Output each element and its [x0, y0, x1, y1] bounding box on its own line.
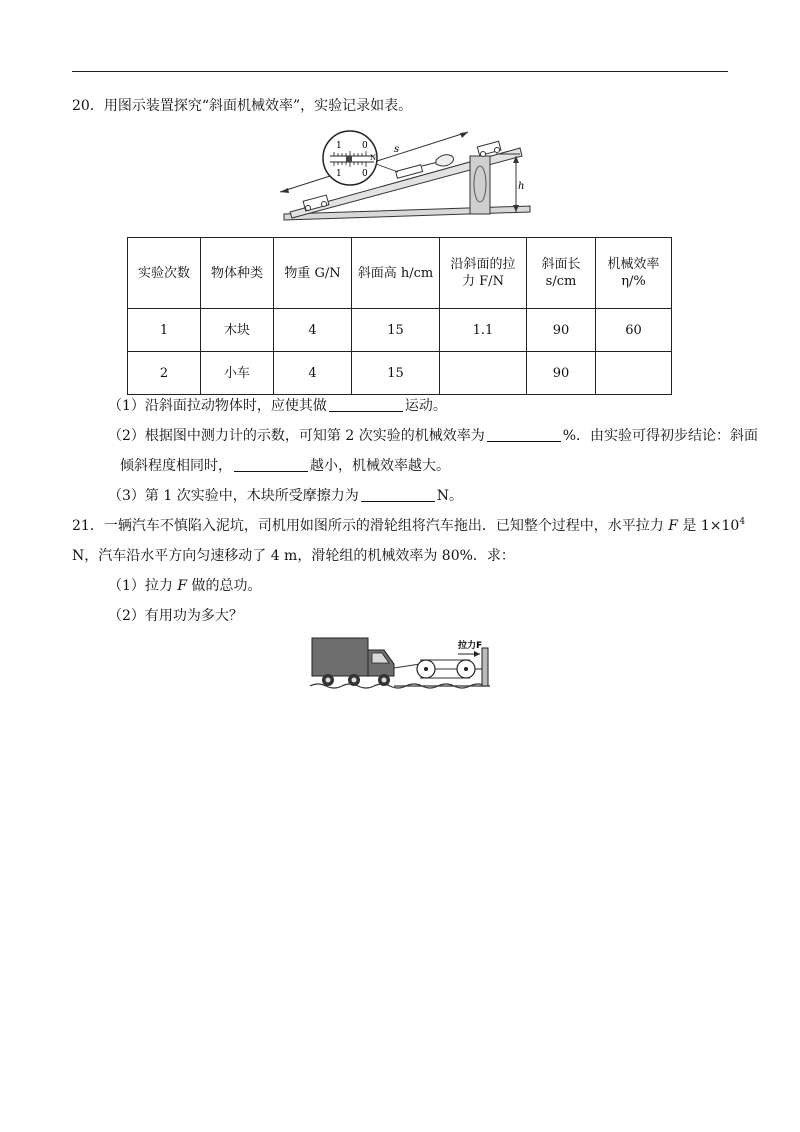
table-cell: 小车	[201, 352, 274, 395]
answer-blank-1[interactable]	[329, 397, 403, 412]
gauge-top-right: 0	[362, 141, 368, 151]
label-s: s	[394, 144, 400, 155]
table-cell: 1	[128, 309, 201, 352]
header-object: 物体种类	[201, 238, 274, 309]
gauge-unit: N	[370, 154, 377, 162]
q21-part1: （1）拉力 F 做的总功。	[108, 578, 262, 594]
header-length: 斜面长 s/cm	[527, 238, 596, 309]
table-row	[128, 352, 672, 395]
answer-blank-3[interactable]	[234, 457, 308, 472]
table-cell: 1.1	[440, 309, 527, 352]
gauge-top-left: 1	[336, 141, 342, 151]
header-rule	[72, 71, 728, 72]
table-cell: 90	[527, 309, 596, 352]
gauge-bottom-right: 0	[362, 169, 368, 179]
q21-part2: （2）有用功为多大？	[108, 608, 243, 624]
header-trial: 实验次数	[128, 238, 201, 309]
table-header-row	[128, 238, 672, 309]
table-cell	[596, 352, 672, 395]
gauge-bottom-left: 1	[336, 169, 342, 179]
q20-part2: （2）根据图中测力计的示数，可知第 2 次实验的机械效率为 %．由实验可得初步结论：斜面	[108, 428, 759, 444]
label-h: h	[518, 181, 525, 192]
incline-figure	[278, 126, 538, 226]
q20-part2-cont: 倾斜程度相同时， 越小，机械效率越大。	[120, 458, 450, 474]
answer-blank-2[interactable]	[487, 427, 561, 442]
truck-pulley-figure	[308, 634, 494, 692]
q21-line2: N，汽车沿水平方向匀速移动了 4 m，滑轮组的机械效率为 80%．求：	[72, 548, 515, 564]
table-cell: 15	[352, 309, 440, 352]
q20-intro: 20．用图示装置探究“斜面机械效率”，实验记录如表。	[72, 98, 413, 114]
table-cell: 90	[527, 352, 596, 395]
table-cell: 2	[128, 352, 201, 395]
table-row	[128, 309, 672, 352]
q20-part1: （1）沿斜面拉动物体时，应使其做 运动。	[108, 398, 447, 414]
table-cell: 木块	[201, 309, 274, 352]
table-cell: 4	[274, 309, 352, 352]
table-cell: 60	[596, 309, 672, 352]
header-force: 沿斜面的拉 力 F/N	[440, 238, 527, 309]
q20-part3: （3）第 1 次实验中，木块所受摩擦力为 N。	[108, 488, 463, 504]
header-height: 斜面高 h/cm	[352, 238, 440, 309]
q21-line1: 21．一辆汽车不慎陷入泥坑，司机用如图所示的滑轮组将汽车拖出．已知整个过程中，水平拉力 F 是 $1\times 10^4$	[72, 517, 746, 534]
experiment-table	[127, 237, 672, 395]
table-cell: 4	[274, 352, 352, 395]
table-cell	[440, 352, 527, 395]
header-weight: 物重 G/N	[274, 238, 352, 309]
answer-blank-4[interactable]	[361, 487, 435, 502]
table-cell: 15	[352, 352, 440, 395]
header-efficiency: 机械效率 η/%	[596, 238, 672, 309]
pull-force-label: 拉力F	[458, 641, 483, 651]
